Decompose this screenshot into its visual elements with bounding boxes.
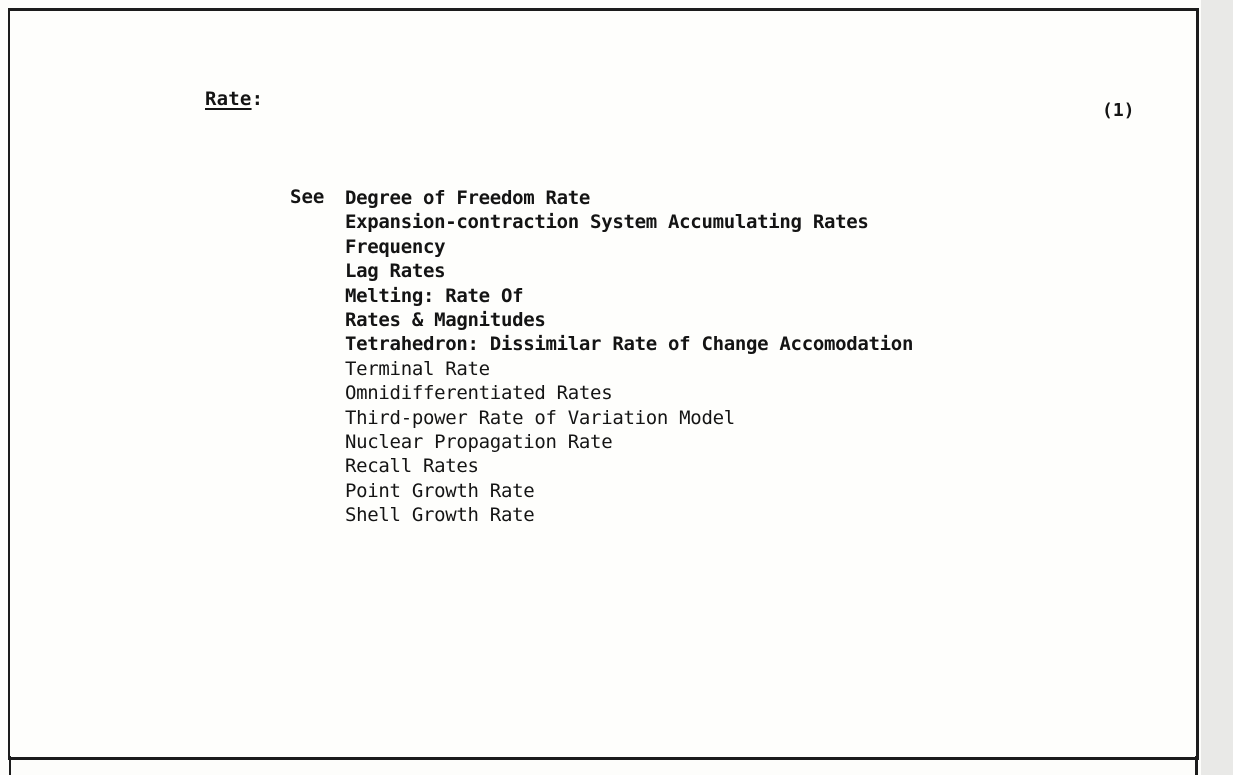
cross-reference-entry: Omnidifferentiated Rates <box>345 382 613 405</box>
cross-reference-entry: Terminal Rate <box>345 357 490 380</box>
cross-reference-entry: Point Growth Rate <box>345 479 535 502</box>
cross-reference-list <box>345 186 913 528</box>
card-edge-right-tick <box>1195 756 1198 775</box>
see-label: See <box>290 186 325 208</box>
cross-reference-entry: Degree of Freedom Rate <box>345 187 591 209</box>
cross-reference-entry: Third-power Rate of Variation Model <box>345 406 735 429</box>
heading-word: Rate <box>205 88 252 110</box>
cross-reference-entry: Recall Rates <box>345 455 479 478</box>
cross-reference-entry: Frequency <box>345 235 446 258</box>
cross-reference-entry: Rates & Magnitudes <box>345 309 546 332</box>
card-heading <box>205 88 263 110</box>
scan-edge-strip <box>1201 0 1233 775</box>
cross-reference-entry: Expansion-contraction System Accumulating Rates <box>345 211 869 234</box>
card-number: (1) <box>1102 100 1135 121</box>
cross-reference-entry: Shell Growth Rate <box>345 504 535 527</box>
cross-reference-entry: Nuclear Propagation Rate <box>345 431 613 454</box>
card-edge-left-tick <box>9 756 11 775</box>
heading-colon: : <box>251 88 264 110</box>
cross-reference-entry: Lag Rates <box>345 260 446 283</box>
cross-reference-entry: Melting: Rate Of <box>345 284 524 307</box>
cross-reference-entry: Tetrahedron: Dissimilar Rate of Change Accomodation <box>345 333 914 356</box>
